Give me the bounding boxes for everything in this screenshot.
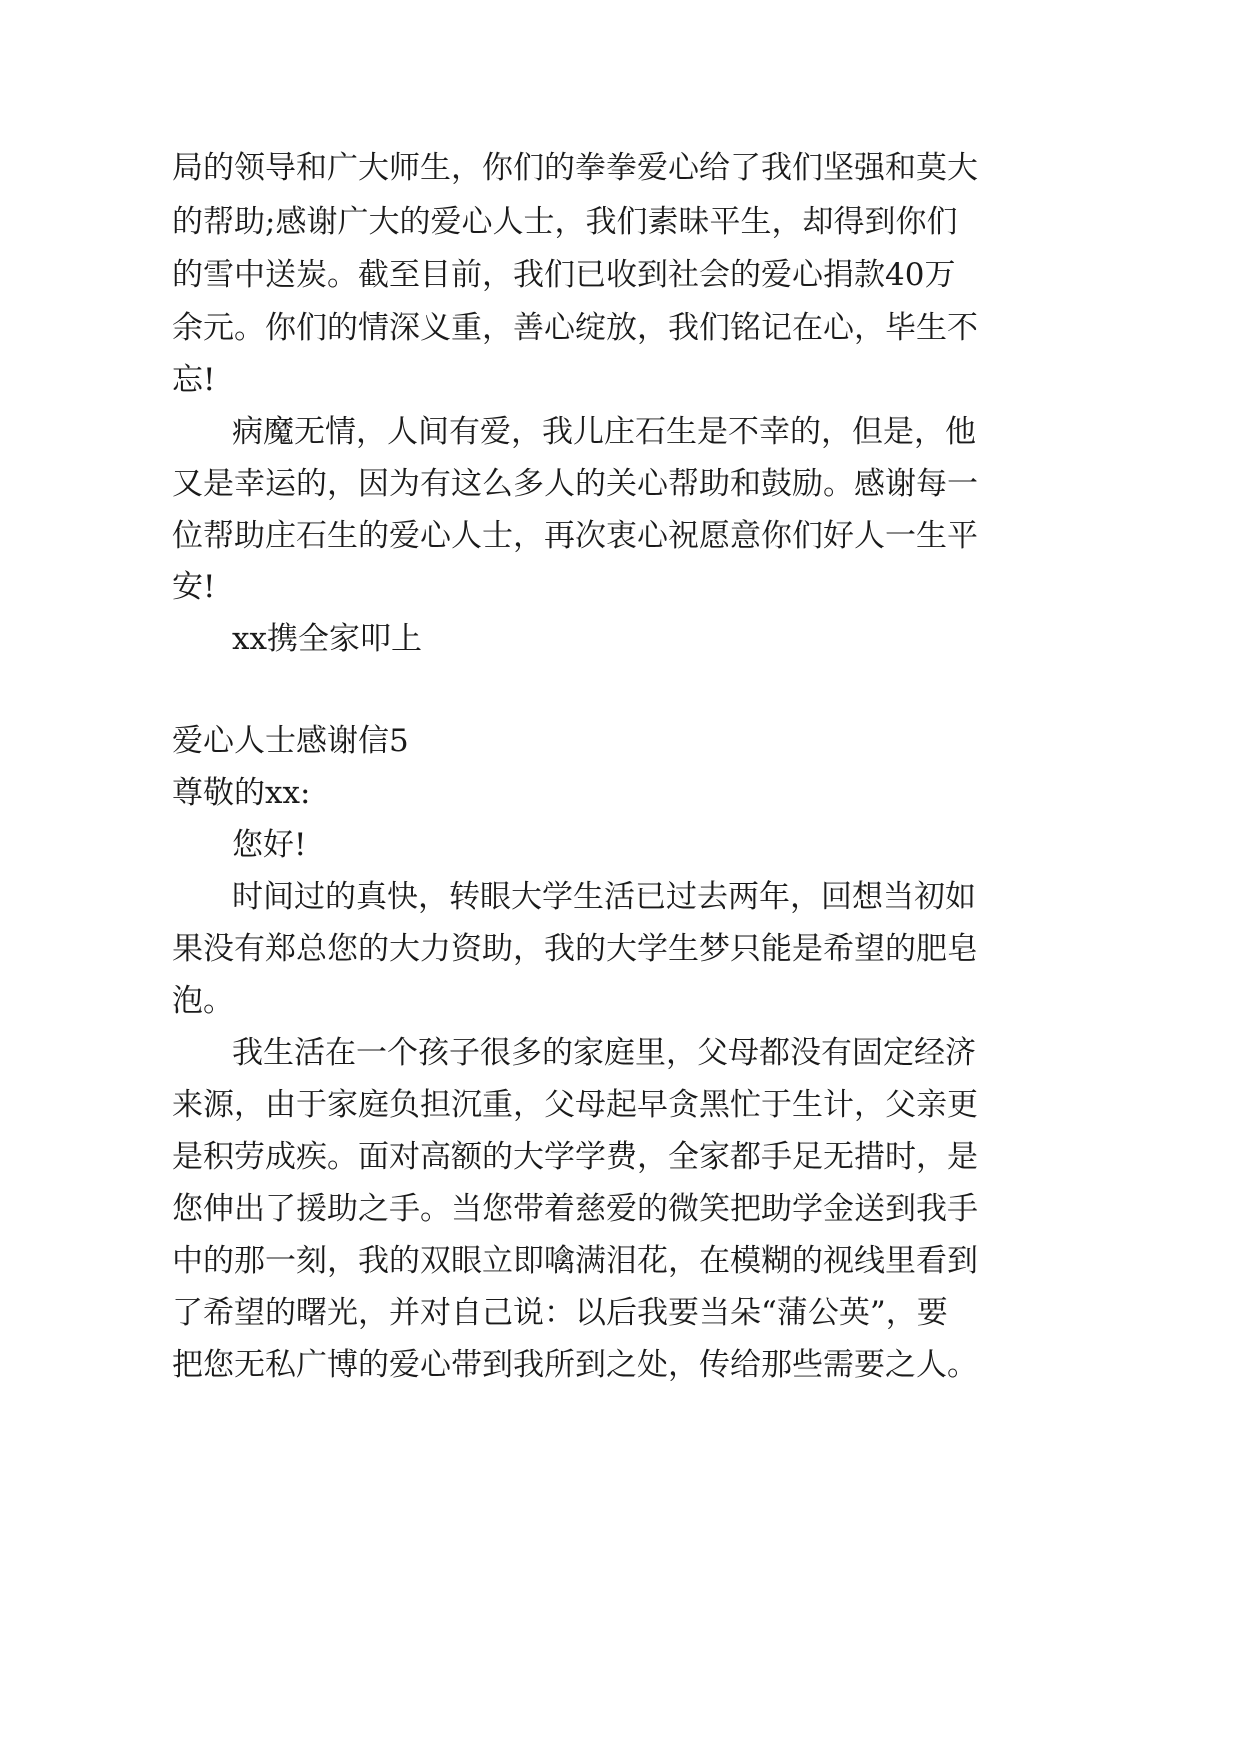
salutation-line [0,773,1241,813]
text-line [0,981,1241,1021]
paragraph-line: 的帮助;感谢广大的爱心人士，我们素昧平生，却得到你们 [172,204,958,240]
signature-line [0,619,1241,659]
text-line [0,567,1241,607]
text-line [0,148,1241,188]
text-line [0,255,1241,295]
salutation: 尊敬的xx: [172,775,311,811]
text-line [0,1345,1241,1385]
paragraph-line: 把您无私广博的爱心带到我所到之处，传给那些需要之人。 [172,1347,978,1383]
paragraph-line: 来源，由于家庭负担沉重，父母起早贪黑忙于生计，父亲更 [172,1087,978,1123]
paragraph-line: 的雪中送炭。截至目前，我们已收到社会的爱心捐款40万 [172,257,956,293]
letter-title-line [0,721,1241,761]
text-line [0,202,1241,242]
letter-title: 爱心人士感谢信5 [172,723,409,759]
text-line [0,877,1241,917]
text-line [0,412,1241,452]
paragraph-line: 病魔无情，人间有爱，我儿庄石生是不幸的，但是，他 [232,414,976,450]
text-line [0,1293,1241,1333]
paragraph-line: 位帮助庄石生的爱心人士，再次衷心祝愿意你们好人一生平 [172,518,978,554]
paragraph-line: 时间过的真快，转眼大学生活已过去两年，回想当初如 [232,879,976,915]
text-line [0,1241,1241,1281]
text-line [0,1189,1241,1229]
paragraph-line: 我生活在一个孩子很多的家庭里，父母都没有固定经济 [232,1035,976,1071]
signature: xx携全家叩上 [232,621,422,657]
text-line [0,516,1241,556]
text-line [0,1085,1241,1125]
text-line [0,1033,1241,1073]
paragraph-line: 余元。你们的情深义重，善心绽放，我们铭记在心，毕生不 [172,310,978,346]
text-line [0,464,1241,504]
greeting-line [0,825,1241,865]
greeting: 您好! [232,827,307,863]
paragraph-line: 又是幸运的，因为有这么多人的关心帮助和鼓励。感谢每一 [172,466,978,502]
paragraph-line: 局的领导和广大师生，你们的拳拳爱心给了我们坚强和莫大 [172,150,978,186]
paragraph-line: 安! [172,569,216,605]
text-line [0,308,1241,348]
paragraph-line: 中的那一刻，我的双眼立即噙满泪花，在模糊的视线里看到 [172,1243,978,1279]
paragraph-line: 果没有郑总您的大力资助，我的大学生梦只能是希望的肥皂 [172,931,978,967]
paragraph-line: 忘! [172,362,216,398]
paragraph-line: 您伸出了援助之手。当您带着慈爱的微笑把助学金送到我手 [172,1191,978,1227]
text-line [0,1137,1241,1177]
paragraph-line: 是积劳成疾。面对高额的大学学费，全家都手足无措时，是 [172,1139,978,1175]
paragraph-line: 了希望的曙光，并对自己说：以后我要当朵“蒲公英”，要 [172,1295,948,1331]
text-line [0,360,1241,400]
paragraph-line: 泡。 [172,983,234,1019]
text-line [0,929,1241,969]
